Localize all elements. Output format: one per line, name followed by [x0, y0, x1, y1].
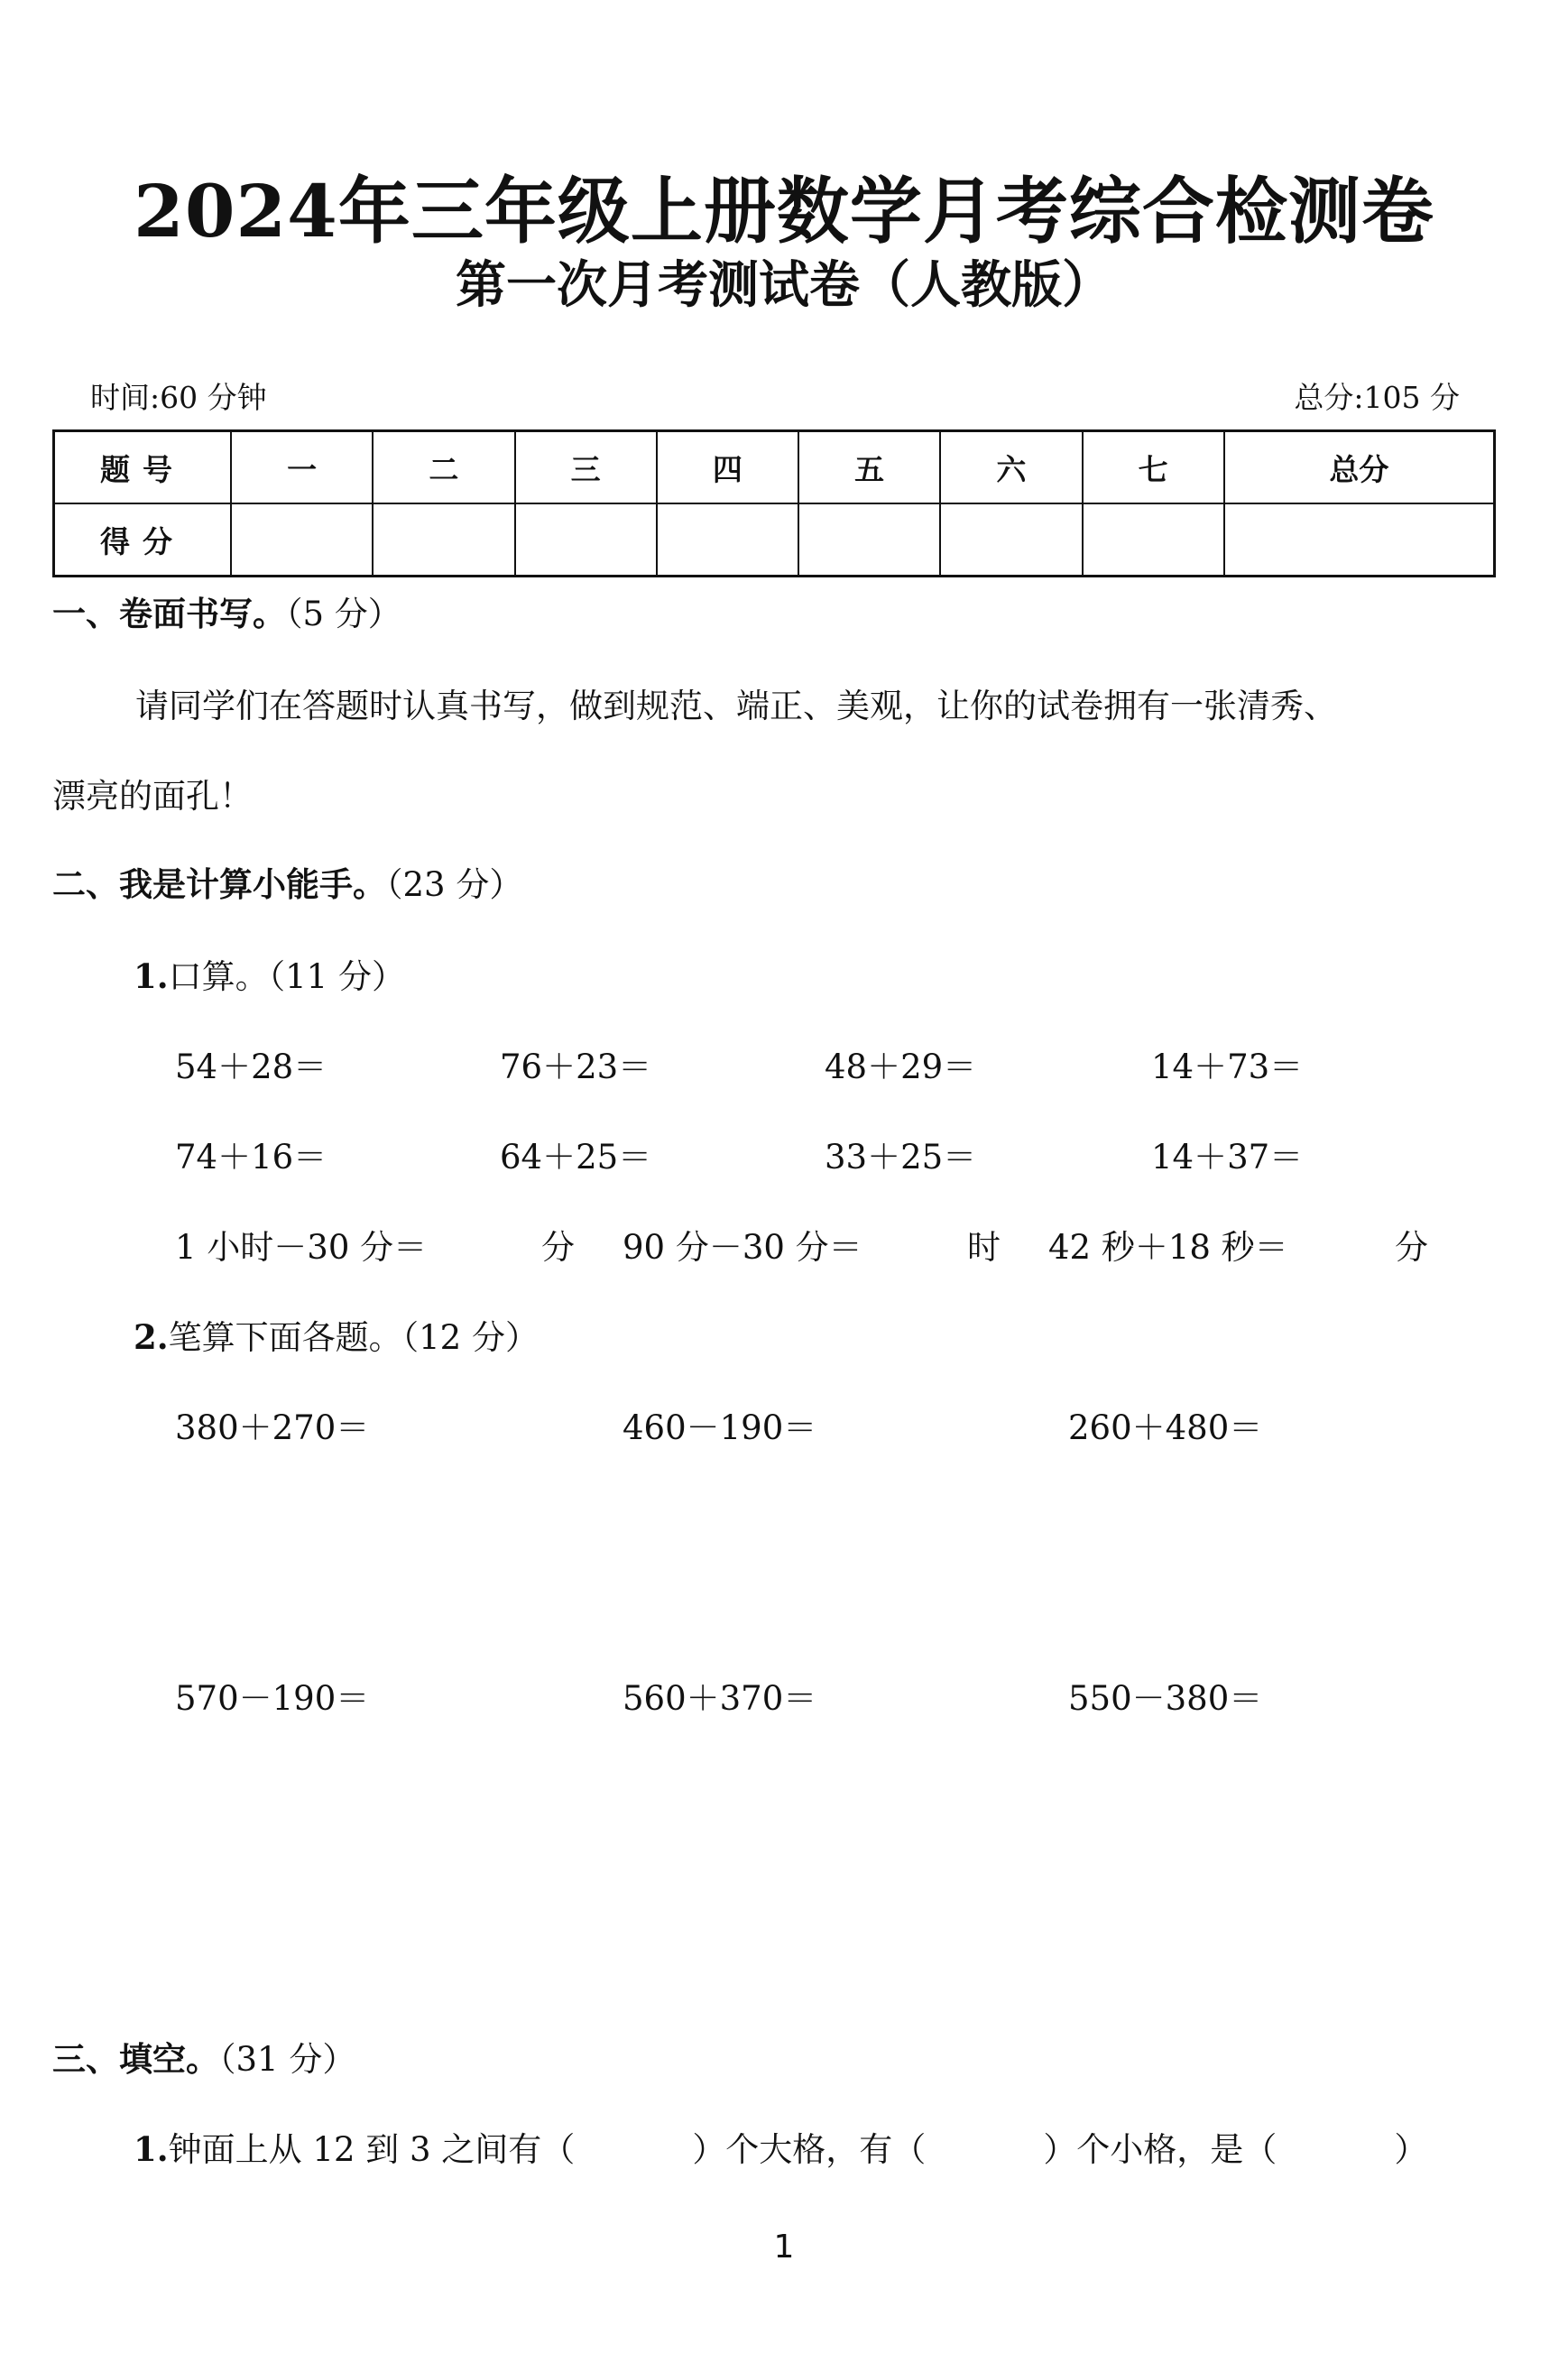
written-calc-item: 550－380＝ — [1068, 1679, 1263, 1718]
oral-calc-item: 74＋16＝ — [175, 1138, 327, 1177]
oral-calc-item: 33＋25＝ — [825, 1138, 977, 1177]
row-head-score: 得分 — [54, 503, 232, 577]
oral-calc-item: 76＋23＝ — [500, 1048, 652, 1086]
page-title: 2024年三年级上册数学月考综合检测卷 — [134, 169, 1434, 254]
column-4: 四 — [657, 431, 798, 504]
time-calc-expr: 90 分－30 分＝ — [623, 1228, 862, 1267]
score-table — [52, 429, 1496, 577]
written-calc-item: 560＋370＝ — [623, 1679, 817, 1718]
time-calc-expr: 42 秒＋18 秒＝ — [1048, 1228, 1288, 1267]
column-1: 一 — [231, 431, 373, 504]
oral-calc-item: 14＋37＝ — [1151, 1138, 1304, 1177]
time-calc-unit: 时 — [967, 1228, 1001, 1267]
q1-number: 1. — [134, 956, 169, 996]
score-cell[interactable] — [231, 503, 373, 577]
score-cell[interactable] — [515, 503, 657, 577]
column-6: 六 — [940, 431, 1082, 504]
score-table-score-row — [54, 503, 1495, 577]
column-5: 五 — [798, 431, 940, 504]
written-calc-item: 380＋270＝ — [175, 1408, 370, 1447]
section1-title: 一、卷面书写。 — [52, 595, 286, 633]
time-calc-unit: 分 — [541, 1228, 575, 1267]
written-calc-item: 260＋480＝ — [1068, 1408, 1263, 1447]
q2-number: 2. — [134, 1317, 169, 1357]
oral-calc-item: 48＋29＝ — [825, 1048, 977, 1086]
s3-q1-part: ）个小格，是（ — [1043, 2130, 1277, 2169]
section2-q1-label — [134, 949, 405, 998]
score-cell[interactable] — [1224, 503, 1495, 577]
row-head-question-number: 题号 — [54, 431, 232, 504]
section1-heading — [52, 586, 401, 635]
oral-calc-item: 14＋73＝ — [1151, 1048, 1304, 1086]
section3-heading — [52, 2032, 355, 2081]
oral-calc-item: 64＋25＝ — [500, 1138, 652, 1177]
section3-title: 三、填空。 — [52, 2040, 219, 2079]
section2-points: （23 分） — [386, 865, 523, 904]
written-calc-item: 570－190＝ — [175, 1679, 370, 1718]
total-score: 总分:105 分 — [1294, 380, 1460, 415]
section2-q2-label — [134, 1310, 539, 1359]
section1-text-line1: 请同学们在答题时认真书写，做到规范、端正、美观，让你的试卷拥有一张清秀、 — [135, 687, 1337, 725]
time-calc-unit: 分 — [1395, 1228, 1428, 1267]
section1-text-line2: 漂亮的面孔！ — [52, 777, 253, 816]
s3-q1-part: 钟面上从 12 到 3 之间有（ — [168, 2130, 576, 2169]
score-cell[interactable] — [1083, 503, 1224, 577]
score-cell[interactable] — [657, 503, 798, 577]
s3-q1-part: ） — [1394, 2130, 1428, 2169]
q1-text: 口算。（11 分） — [168, 957, 405, 996]
column-7: 七 — [1083, 431, 1224, 504]
section3-points: （31 分） — [219, 2040, 356, 2079]
column-total: 总分 — [1224, 431, 1495, 504]
section2-title: 二、我是计算小能手。 — [52, 865, 386, 904]
column-2: 二 — [373, 431, 514, 504]
written-calc-item: 460－190＝ — [623, 1408, 817, 1447]
q2-text: 笔算下面各题。（12 分） — [168, 1318, 539, 1357]
score-cell[interactable] — [798, 503, 940, 577]
s3-q1-part: ）个大格，有（ — [692, 2130, 927, 2169]
page-number: 1 — [773, 2229, 795, 2266]
oral-calc-item: 54＋28＝ — [175, 1048, 327, 1086]
score-table-header-row — [54, 431, 1495, 504]
time-limit: 时间:60 分钟 — [90, 380, 267, 415]
score-cell[interactable] — [373, 503, 514, 577]
page-subtitle: 第一次月考测试卷（人教版） — [456, 255, 1112, 315]
section1-points: （5 分） — [286, 595, 401, 633]
time-calc-expr: 1 小时－30 分＝ — [175, 1228, 428, 1267]
score-cell[interactable] — [940, 503, 1082, 577]
section2-heading — [52, 857, 522, 906]
column-3: 三 — [515, 431, 657, 504]
section3-q1 — [134, 2122, 1427, 2171]
s3-q1-number: 1. — [134, 2129, 169, 2169]
